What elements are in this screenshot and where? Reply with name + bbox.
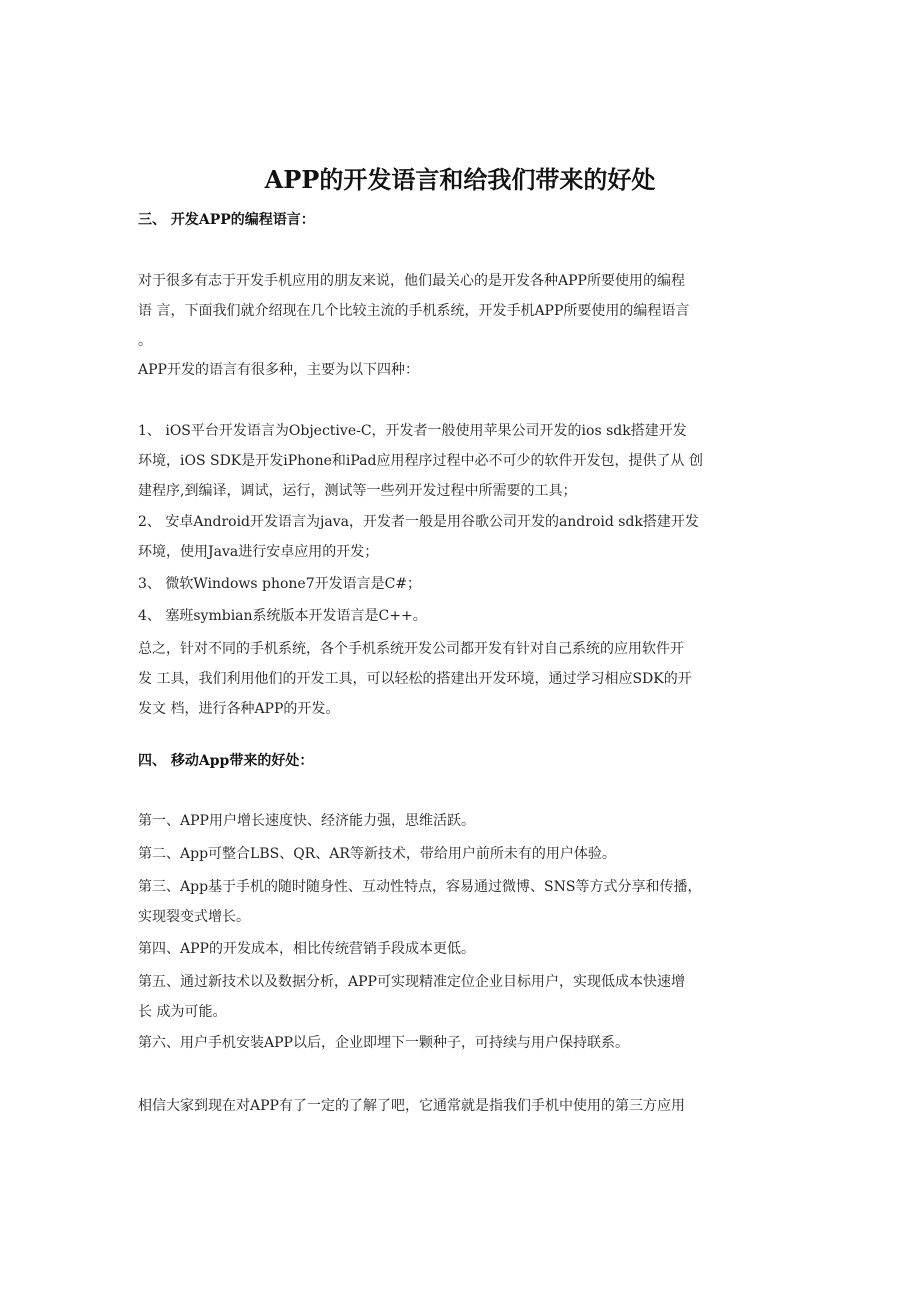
- section-3-intro: [138, 266, 788, 356]
- benefit-line: 实现裂变式增长。: [138, 909, 250, 925]
- item-line: 环境，使用Java进行安卓应用的开发；: [138, 544, 379, 560]
- benefit-4: [138, 934, 788, 964]
- conclusion-line: 总之，针对不同的手机系统，各个手机系统开发公司都开发有针对自己系统的应用软件开: [138, 641, 684, 657]
- section-3-conclusion: [138, 634, 788, 724]
- language-item-android: [138, 507, 788, 567]
- document-title: APP的开发语言和给我们带来的好处: [264, 165, 656, 194]
- language-item-symbian: [138, 601, 788, 631]
- benefit-line: 第一、APP用户增长速度快、经济能力强，思维活跃。: [138, 813, 475, 829]
- benefit-line: 第三、App基于手机的随时随身性、互动性特点，容易通过微博、SNS等方式分享和传播，: [138, 879, 702, 895]
- benefit-line: 第二、App可整合LBS、QR、AR等新技术，带给用户前所未有的用户体验。: [138, 846, 616, 862]
- item-line: 2、 安卓Android开发语言为java，开发者一般是用谷歌公司开发的android sdk搭建开发: [138, 514, 699, 530]
- benefit-6: [138, 1028, 788, 1058]
- item-line: 环境，iOS SDK是开发iPhone和iPad应用程序过程中必不可少的软件开发包，提供了从 创: [138, 453, 703, 469]
- languages-summary: [138, 355, 788, 385]
- intro-line: 。: [138, 333, 152, 349]
- closing-paragraph: [138, 1091, 788, 1121]
- item-line: 4、 塞班symbian系统版本开发语言是C++。: [138, 608, 427, 624]
- benefit-line: 第四、APP的开发成本，相比传统营销手段成本更低。: [138, 941, 475, 957]
- benefit-line: 第六、用户手机安装APP以后，企业即埋下一颗种子，可持续与用户保持联系。: [138, 1035, 629, 1051]
- language-item-windows-phone: [138, 569, 788, 599]
- item-line: 1、 iOS平台开发语言为Objective-C，开发者一般使用苹果公司开发的ios sdk搭建开发: [138, 423, 687, 439]
- item-line: 建程序,到编译，调试，运行，测试等一些列开发过程中所需要的工具；: [138, 483, 577, 499]
- section-4-heading: 四、 移动App带来的好处：: [138, 753, 314, 769]
- item-line: 3、 微软Windows phone7开发语言是C#；: [138, 576, 422, 592]
- benefit-line: 长 成为可能。: [138, 1004, 227, 1020]
- benefit-5: [138, 967, 788, 1027]
- section-3-heading: 三、 开发APP的编程语言：: [138, 212, 315, 228]
- conclusion-line: 发文 档，进行各种APP的开发。: [138, 701, 340, 717]
- benefit-3: [138, 872, 788, 932]
- intro-line: 语 言，下面我们就介绍现在几个比较主流的手机系统，开发手机APP所要使用的编程语言: [138, 303, 690, 319]
- conclusion-line: 发 工具，我们利用他们的开发工具，可以轻松的搭建出开发环境，通过学习相应SDK的开: [138, 671, 692, 687]
- closing-line: 相信大家到现在对APP有了一定的了解了吧，它通常就是指我们手机中使用的第三方应用: [138, 1098, 685, 1114]
- benefit-2: [138, 839, 788, 869]
- benefit-1: [138, 806, 788, 836]
- language-item-ios: [138, 416, 788, 506]
- intro-line: 对于很多有志于开发手机应用的朋友来说，他们最关心的是开发各种APP所要使用的编程: [138, 273, 685, 289]
- summary-line: APP开发的语言有很多种，主要为以下四种：: [138, 362, 419, 378]
- benefit-line: 第五、通过新技术以及数据分析，APP可实现精准定位企业目标用户，实现低成本快速增: [138, 974, 685, 990]
